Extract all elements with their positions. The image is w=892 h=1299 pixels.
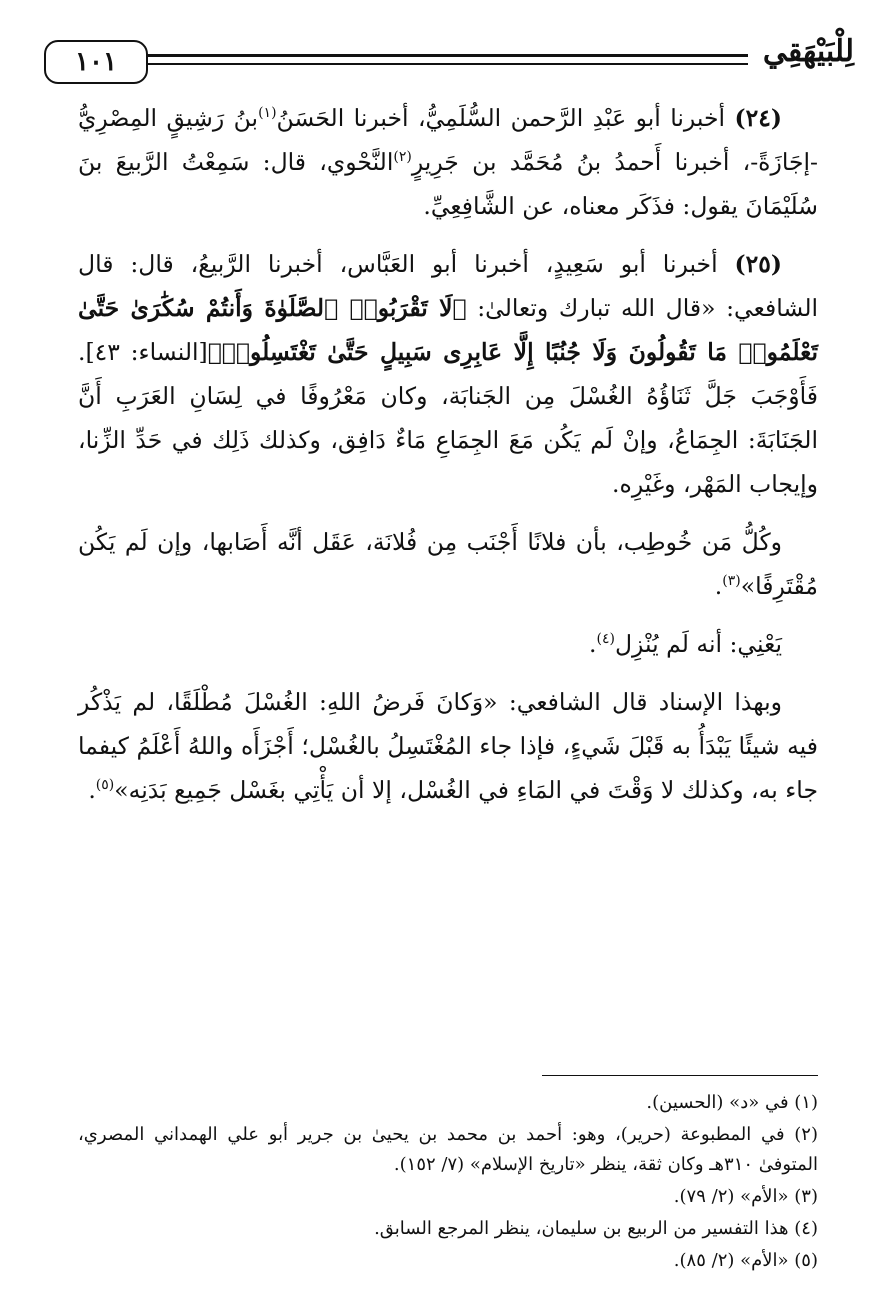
paragraph-text: . (714, 572, 723, 600)
hadith-number: (٢٥) (734, 250, 782, 278)
footnote-ref-3[interactable]: (٣) (722, 573, 741, 590)
footnote-ref-1[interactable]: (١) (258, 105, 277, 122)
paragraph-24 (78, 96, 818, 228)
page-header (40, 30, 860, 86)
hadith-number: (٢٤) (734, 104, 782, 132)
paragraph-text: [النساء: ٤٣]. فَأَوْجَبَ جَلَّ ثَنَاؤُهُ الغُسْلَ مِن الجَنابَة، وكان مَعْرُوفًا في لِسَانِ العَرَبِ أَنَّ الجَنَابَةَ: الجِمَاعُ، وإنْ لَم يَكُن مَعَ الجِمَاعِ مَاءٌ دَافِق، وكذلك ذَلِك في حَدِّ الزِّنا، وإيجاب المَهْر، وغَيْرِه. (78, 338, 818, 498)
paragraph-text: وكُلُّ مَن خُوطِب، بأن فلانًا أَجْنَب مِن فُلانَة، عَقَل أنَّه أَصَابها، وإن لَم يَكُن مُقْتَرِفًا» (78, 528, 818, 600)
header-double-rule (148, 54, 748, 65)
paragraph-text: أخبرنا أبو عَبْدِ الرَّحمن السُّلَمِيُّ، أخبرنا الحَسَنُ (276, 104, 735, 132)
footnote-3: (٣) «الأم» (٢/ ٧٩). (673, 1186, 818, 1207)
page-number: ١٠١ (44, 40, 148, 84)
paragraph-text: . (88, 776, 96, 804)
running-title: لِلْبَيْهَقِي (762, 34, 854, 69)
footnote-2: (٢) في المطبوعة (حرير)، وهو: أحمد بن محمد بن يحيىٰ بن جرير أبو علي الهمداني المصري، المتوفىٰ ٣١٠هـ وكان ثقة، ينظر «تاريخ الإسلام» (٧/ ١٥٢). (78, 1124, 818, 1175)
footnote-ref-5[interactable]: (٥) (95, 777, 115, 794)
paragraph-explanation (78, 622, 818, 666)
paragraph-text: النَّحْوي، قال: سَمِعْتُ الرَّبيعَ بنَ سُلَيْمَانَ يقول: فذَكَر معناه، عن الشَّافِعِيِّ. (78, 148, 818, 220)
main-text (78, 96, 818, 826)
paragraph-25 (78, 242, 818, 506)
footnote-separator (542, 1075, 818, 1076)
paragraph-text: وبهذا الإسناد قال الشافعي: «وَكانَ فَرضُ اللهِ: الغُسْلَ مُطْلَقًا، لم يَذْكُر فيه شيئًا يَبْدَأُ به قَبْلَ شَيءٍ، فإذا جاء المُغْتَسِلُ بالغُسْل؛ أَجْزَأَه واللهُ أَعْلَمُ كيفما جاء به، وكذلك لا وَقْتَ في المَاءِ في الغُسْل، إلا أن يَأْتِي بغَسْل جَمِيع بَدَنِه» (78, 688, 818, 804)
paragraph-text: يَعْنِي: أنه لَم يُنْزِل (614, 630, 782, 658)
footnotes (78, 1088, 818, 1278)
paragraph-isnad (78, 680, 818, 812)
paragraph-text: أخبرنا أبو سَعِيدٍ، أخبرنا أبو العَبَّاس، أخبرنا الرَّبيعُ، قال: قال الشافعي: «قال الله تبارك وتعالىٰ: (78, 250, 819, 322)
paragraph-text: . (589, 630, 597, 658)
footnote-1: (١) في «د» (الحسين). (646, 1092, 818, 1113)
footnote-5: (٥) «الأم» (٢/ ٨٥). (673, 1250, 818, 1271)
quran-verse: ﴿لَا تَقْرَبُوا۟ ٱلصَّلَوٰةَ وَأَنتُمْ سُكَٰرَىٰ حَتَّىٰ تَعْلَمُوا۟ مَا تَقُولُونَ وَلَا جُنُبًا إِلَّا عَابِرِى سَبِيلٍ حَتَّىٰ تَغْتَسِلُوا۟﴾ (78, 294, 818, 366)
footnote-4: (٤) هذا التفسير من الربيع بن سليمان، ينظر المرجع السابق. (374, 1218, 818, 1239)
footnote-ref-2[interactable]: (٢) (393, 149, 412, 166)
footnote-ref-4[interactable]: (٤) (596, 631, 615, 648)
paragraph-text: بنُ رَشِيقٍ المِصْرِيُّ -إجَازَةً-، أخبرنا أَحمدُ بنُ مُحَمَّد بن جَرِيرٍ (78, 104, 818, 176)
paragraph-continuation (78, 520, 818, 608)
